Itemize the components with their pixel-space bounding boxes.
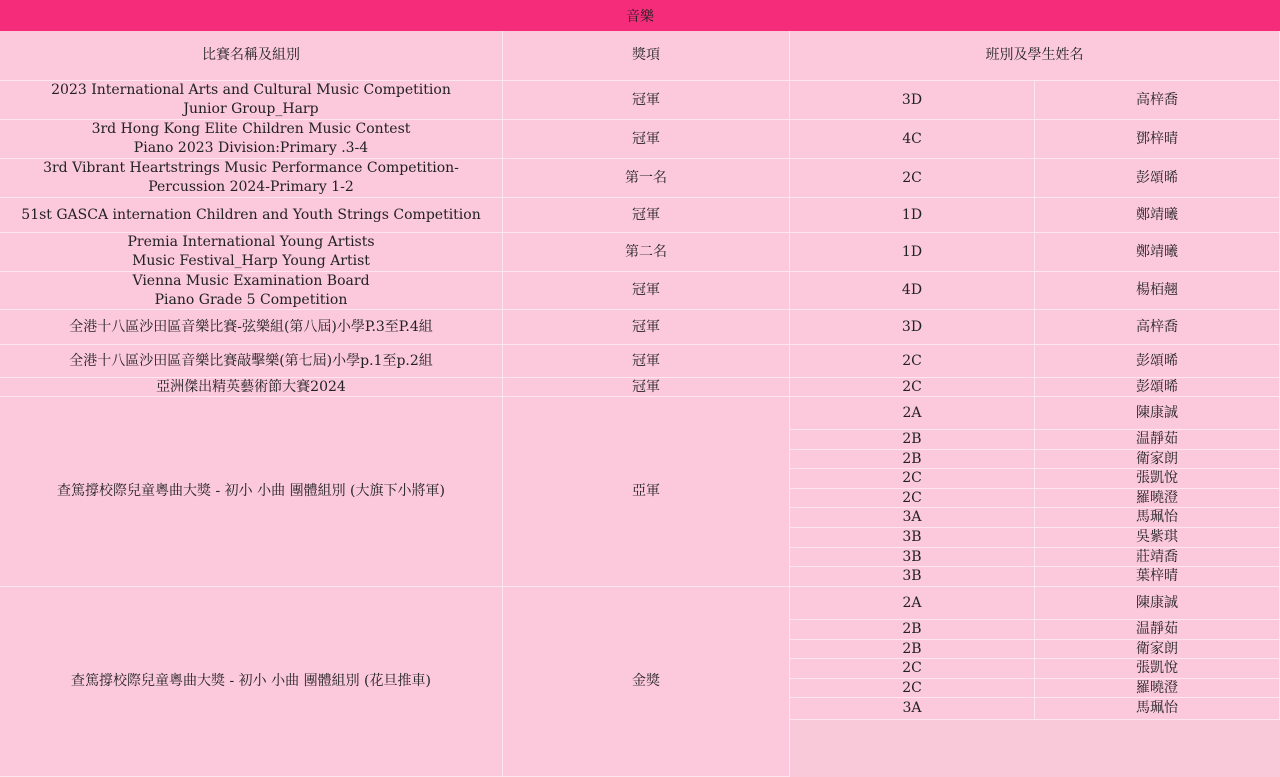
class-cell: 2B	[790, 430, 1035, 450]
class-cell: 2B	[790, 620, 1035, 640]
student-name-cell: 馬珮怡	[1035, 508, 1280, 528]
student-name-cell: 高梓喬	[1035, 81, 1280, 120]
competition-cell: Premia International Young Artists Music Festival_Harp Young Artist	[0, 233, 503, 272]
student-row	[0, 397, 1280, 430]
student-name-cell: 羅曉澄	[1035, 489, 1280, 508]
student-name-cell: 彭頌晞	[1035, 345, 1280, 378]
class-cell: 2C	[790, 345, 1035, 378]
student-name-cell: 葉梓晴	[1035, 567, 1280, 587]
class-cell: 3D	[790, 81, 1035, 120]
student-row	[0, 659, 1280, 679]
student-name-cell: 鄭靖曦	[1035, 233, 1280, 272]
table-row	[0, 345, 1280, 378]
student-name-cell: 張凱悅	[1035, 469, 1280, 489]
class-cell: 2C	[790, 489, 1035, 508]
class-cell: 3B	[790, 548, 1035, 567]
class-cell: 1D	[790, 233, 1035, 272]
student-row	[0, 508, 1280, 528]
competition-cell: 全港十八區沙田區音樂比賽-弦樂組(第八屆)小學P.3至P.4組	[0, 310, 503, 345]
award-cell: 第一名	[503, 159, 790, 198]
student-row	[0, 430, 1280, 450]
student-name-cell: 楊栢翹	[1035, 272, 1280, 310]
award-cell: 冠軍	[503, 272, 790, 310]
class-cell: 2A	[790, 397, 1035, 430]
table-row	[0, 233, 1280, 272]
competition-cell: 亞洲傑出精英藝術節大賽2024	[0, 378, 503, 397]
class-cell: 4D	[790, 272, 1035, 310]
student-name-cell: 張凱悅	[1035, 659, 1280, 679]
table-title: 音樂	[0, 0, 1280, 31]
student-row	[0, 679, 1280, 698]
student-row	[0, 469, 1280, 489]
competition-cell: 51st GASCA internation Children and Youth Strings Competition	[0, 198, 503, 233]
student-row	[0, 620, 1280, 640]
student-name-cell: 鄧梓晴	[1035, 120, 1280, 159]
student-name-cell: 羅曉澄	[1035, 679, 1280, 698]
class-cell: 4C	[790, 120, 1035, 159]
student-row	[0, 698, 1280, 720]
award-cell: 第二名	[503, 233, 790, 272]
class-cell: 3A	[790, 508, 1035, 528]
competition-cell: 查篤撐校際兒童粵曲大獎 - 初小 小曲 團體組別 (大旗下小將軍)	[0, 397, 503, 587]
student-row	[0, 548, 1280, 567]
student-name-cell: 莊靖喬	[1035, 548, 1280, 567]
class-cell: 2C	[790, 378, 1035, 397]
competition-cell: Vienna Music Examination Board Piano Grade 5 Competition	[0, 272, 503, 310]
class-cell: 3A	[790, 698, 1035, 720]
student-name-cell: 温靜茹	[1035, 430, 1280, 450]
header-competition: 比賽名稱及組別	[0, 31, 503, 81]
award-cell: 冠軍	[503, 198, 790, 233]
class-cell: 3B	[790, 528, 1035, 548]
class-cell: 2A	[790, 587, 1035, 620]
student-name-cell: 温靜茹	[1035, 620, 1280, 640]
award-cell: 冠軍	[503, 81, 790, 120]
table-row	[0, 272, 1280, 310]
student-name-cell: 吳紫琪	[1035, 528, 1280, 548]
award-cell: 亞軍	[503, 397, 790, 587]
student-row	[0, 528, 1280, 548]
class-cell: 2C	[790, 679, 1035, 698]
competition-cell: 2023 International Arts and Cultural Music Competition Junior Group_Harp	[0, 81, 503, 120]
award-cell: 冠軍	[503, 310, 790, 345]
student-row	[0, 587, 1280, 620]
table-row	[0, 310, 1280, 345]
student-name-cell: 鄭靖曦	[1035, 198, 1280, 233]
class-cell: 2B	[790, 640, 1035, 659]
student-name-cell: 衛家朗	[1035, 640, 1280, 659]
student-name-cell: 衛家朗	[1035, 450, 1280, 469]
table-row	[0, 198, 1280, 233]
class-cell: 1D	[790, 198, 1035, 233]
class-cell: 2C	[790, 659, 1035, 679]
header-row	[0, 31, 1280, 81]
competition-cell: 全港十八區沙田區音樂比賽敲擊樂(第七屆)小學p.1至p.2組	[0, 345, 503, 378]
class-cell: 2B	[790, 450, 1035, 469]
award-cell: 金獎	[503, 587, 790, 777]
competition-cell: 3rd Vibrant Heartstrings Music Performance Competition- Percussion 2024-Primary 1-2	[0, 159, 503, 198]
award-cell: 冠軍	[503, 345, 790, 378]
student-row	[0, 567, 1280, 587]
student-name-cell: 高梓喬	[1035, 310, 1280, 345]
table-row	[0, 378, 1280, 397]
class-cell: 3D	[790, 310, 1035, 345]
table-row	[0, 81, 1280, 120]
class-cell: 2C	[790, 469, 1035, 489]
header-class-student: 班別及學生姓名	[790, 31, 1280, 81]
student-name-cell: 陳康誠	[1035, 587, 1280, 620]
header-award: 獎項	[503, 31, 790, 81]
student-name-cell: 彭頌晞	[1035, 378, 1280, 397]
student-name-cell: 彭頌晞	[1035, 159, 1280, 198]
student-row	[0, 489, 1280, 508]
competition-cell: 查篤撐校際兒童粵曲大獎 - 初小 小曲 團體組別 (花旦推車)	[0, 587, 503, 777]
student-row	[0, 450, 1280, 469]
award-cell: 冠軍	[503, 378, 790, 397]
student-name-cell: 陳康誠	[1035, 397, 1280, 430]
student-name-cell: 馬珮怡	[1035, 698, 1280, 720]
class-cell: 3B	[790, 567, 1035, 587]
competition-cell: 3rd Hong Kong Elite Children Music Contest Piano 2023 Division:Primary .3-4	[0, 120, 503, 159]
student-row	[0, 640, 1280, 659]
table-row	[0, 120, 1280, 159]
table-row	[0, 159, 1280, 198]
class-cell: 2C	[790, 159, 1035, 198]
award-cell: 冠軍	[503, 120, 790, 159]
